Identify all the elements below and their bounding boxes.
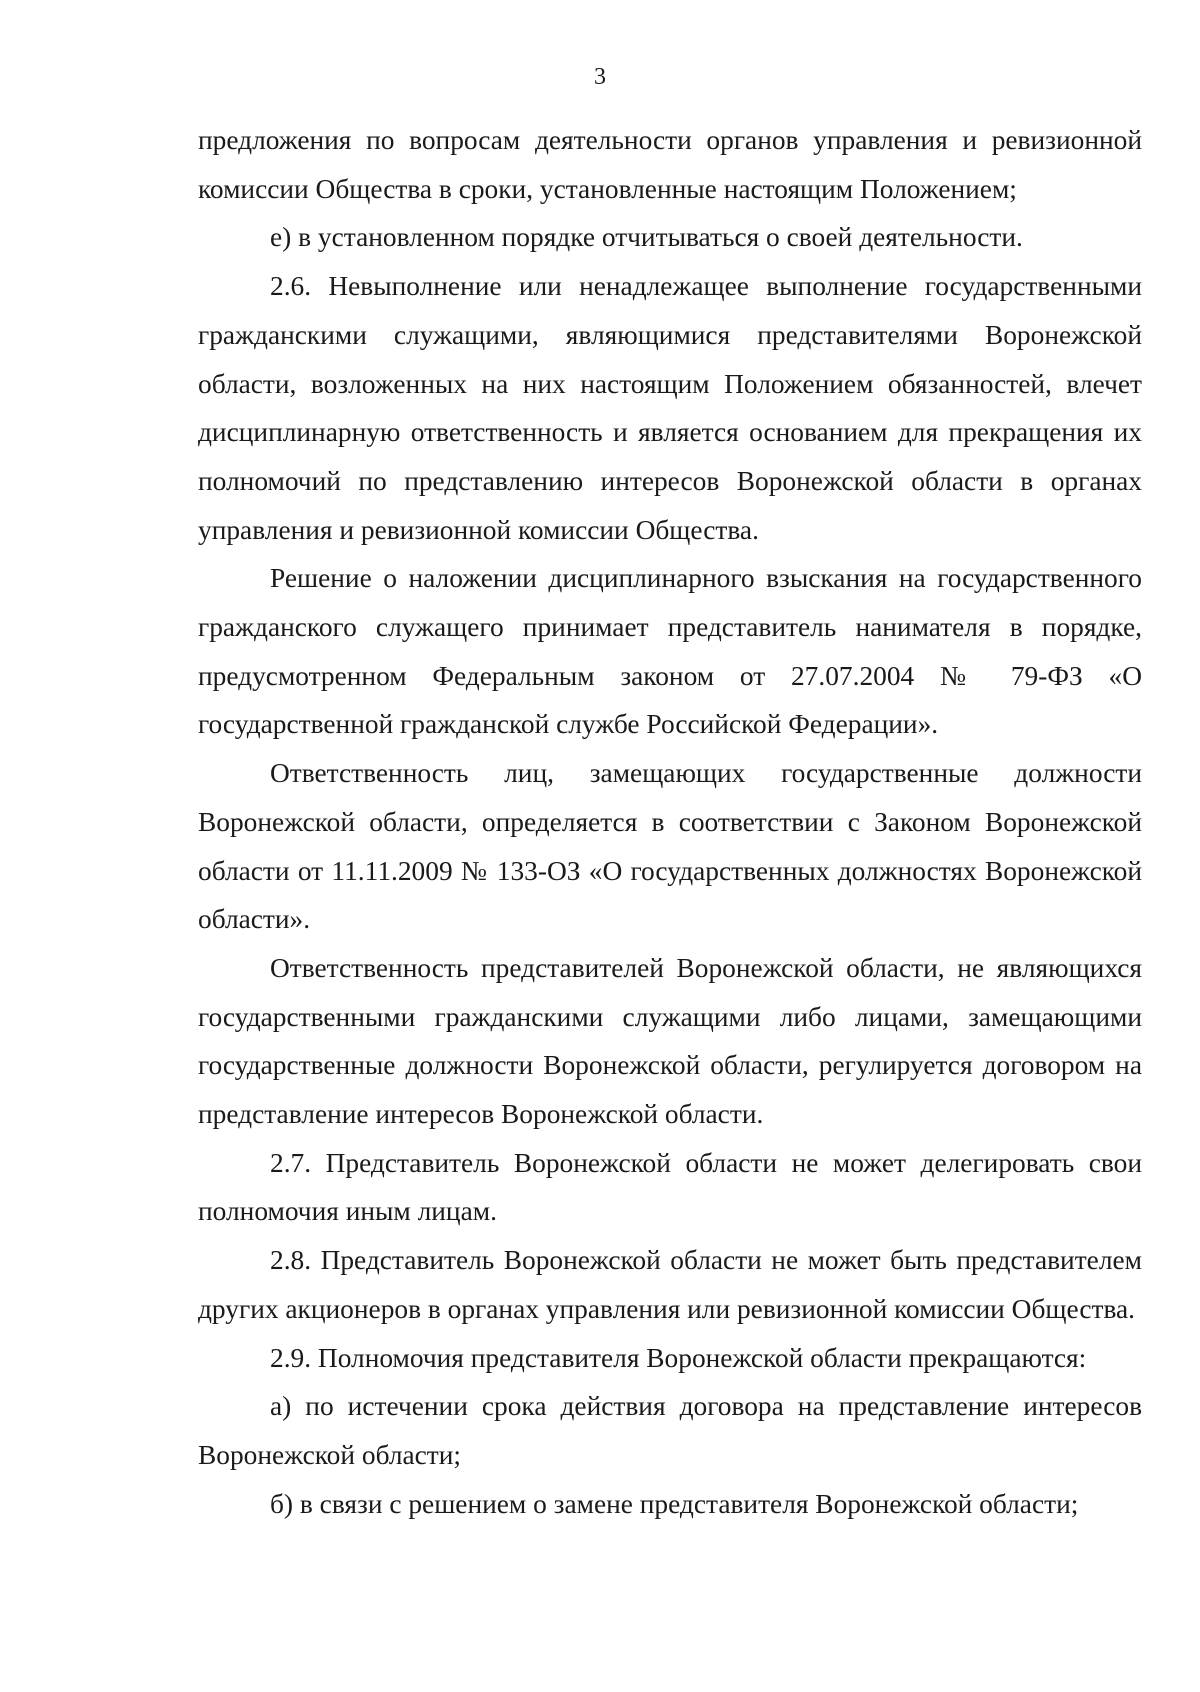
paragraph-disciplinary-decision: Решение о наложении дисциплинарного взыскания на государственного гражданского служащего принимает представитель нанимателя в порядке, предусмотренном Федеральным законом от 27.07.2004 № 79-ФЗ «О государственной гражданской службе Российской Федерации». — [198, 563, 1142, 740]
paragraph-2-7: 2.7. Представитель Воронежской области не может делегировать свои полномочия иным лицам. — [198, 1147, 1142, 1227]
page-number: 3 — [594, 64, 606, 90]
paragraph-item-a: а) по истечении срока действия договора на представление интересов Воронежской области; — [198, 1391, 1142, 1470]
paragraph-2-9: 2.9. Полномочия представителя Воронежской области прекращаются: — [270, 1342, 1087, 1373]
paragraph-2-8: 2.8. Представитель Воронежской области не может быть представителем других акционеров в органах управления или ревизионной комиссии Общества. — [198, 1245, 1142, 1324]
paragraph-responsibility-representatives: Ответственность представителей Воронежской области, не являющихся государственными гражданскими служащими либо лицами, замещающими государственные должности Воронежской области, регулируется договором на представление интересов Воронежской области. — [198, 952, 1142, 1130]
paragraph-continuation: предложения по вопросам деятельности органов управления и ревизионной комиссии Общества в сроки, установленные настоящим Положением; — [198, 125, 1142, 204]
paragraph-2-6: 2.6. Невыполнение или ненадлежащее выполнение государственными гражданскими служащими, являющимися представителями Воронежской области, возложенных на них настоящим Положением обязанностей, влечет дисциплинарную ответственность и является основанием для прекращения их полномочий по представлению интересов Воронежской области в органах управления и ревизионной комиссии Общества. — [198, 271, 1142, 545]
paragraph-item-b: б) в связи с решением о замене представителя Воронежской области; — [270, 1488, 1079, 1519]
paragraph-item-e: е) в установленном порядке отчитываться о своей деятельности. — [270, 222, 1023, 253]
paragraph-responsibility-officials: Ответственность лиц, замещающих государственные должности Воронежской области, определяется в соответствии с Законом Воронежской области от 11.11.2009 № 133-ОЗ «О государственных должностях Воронежской области». — [198, 758, 1142, 935]
document-body — [198, 116, 1142, 1528]
